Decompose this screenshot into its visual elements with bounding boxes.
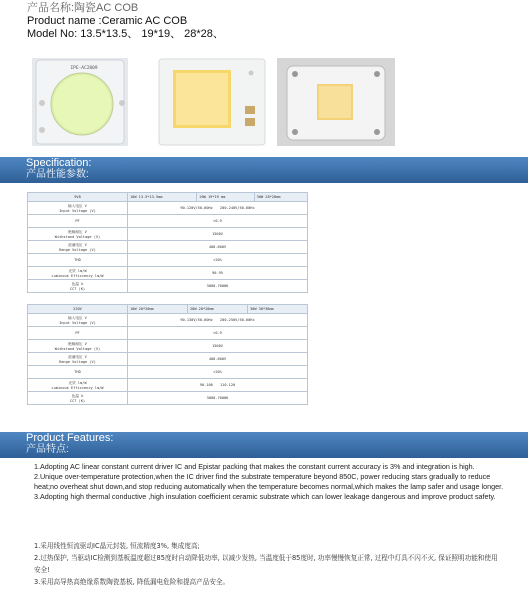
row-value: 400-600V — [128, 241, 308, 254]
specification-title-cn: 产品性能参数: — [26, 169, 89, 180]
chip-label: IPE-AC2809 — [70, 66, 98, 71]
row-value: 3000-7000K — [128, 392, 308, 405]
product-name-en: Product name :Ceramic AC COB — [27, 15, 188, 27]
row-value: 400-600V — [128, 353, 308, 366]
row-label: 光效 lm/W Luminous Efficiency lm/W — [28, 267, 128, 280]
row-label: 色温 k CCT (K) — [28, 280, 128, 293]
row-label: THD — [28, 366, 128, 379]
row-label: 输入电压 V Input Voltage (V) — [28, 314, 128, 327]
table-row — [28, 202, 308, 215]
row-label: 浪涌电压 V Range Voltage (V) — [28, 241, 128, 254]
feature-item: 1.Adopting AC linear constant current driver IC and Epistar packing that makes the constant current accuracy is 3% and integration is high. — [34, 462, 475, 471]
table-row — [28, 241, 308, 254]
row-value: 90-100 110-120 — [128, 379, 308, 392]
table-cell: 10W 13.5*13.5mm — [128, 193, 197, 202]
row-label: 输入电压 V Input Voltage (V) — [28, 202, 128, 215]
product-header — [27, 2, 224, 41]
spec-table-header — [28, 193, 308, 202]
features-title-cn: 产品特点: — [26, 444, 69, 455]
feature-item-cn: 2.过热保护, 当驱动IC检测到基板温度超过85度时自动降低功率, 以减少发热, 当温度低于85度时, 功率慢慢恢复正常, 过程中灯具不闪不灭, 保证照明功能和使用安全! — [34, 554, 498, 574]
row-value: >0.9 — [128, 215, 308, 228]
row-label: 光效 lm/W Luminous Efficiency lm/W — [28, 379, 128, 392]
feature-item-cn: 3.采用高导热高绝缘系数陶瓷基板, 降低漏电危险和提高产品安全。 — [34, 578, 230, 586]
row-value: 1500V — [128, 340, 308, 353]
specification-title-en: Specification: — [26, 157, 92, 169]
features-en-list — [34, 462, 504, 502]
spec-table-2 — [27, 304, 308, 405]
table-row — [28, 215, 308, 228]
row-value: >0.9 — [128, 327, 308, 340]
product-photos — [32, 58, 502, 146]
table-cell: 220V — [28, 305, 128, 314]
table-cell: 10W 20*20mm — [128, 305, 188, 314]
feature-item: 2.Unique over-temperature protection,when the IC driver find the substrate temperature beyond 850C, power reducing stars gradually to reduce heat;no overheat shut down,and stop reducing automatically when the temperature becomes normal,which makes the lamp safer and usage longer. — [34, 472, 504, 491]
features-title-en: Product Features: — [26, 432, 114, 444]
row-value: 90-120V/50-60Hz 200-240V/50-60Hz — [128, 202, 308, 215]
row-value: 90-95 — [128, 267, 308, 280]
table-row — [28, 280, 308, 293]
row-label: PF — [28, 215, 128, 228]
table-row — [28, 314, 308, 327]
row-label: 浪涌电压 V Range Voltage (V) — [28, 353, 128, 366]
row-value: 90-130V/50-60Hz 200-250V/50-60Hz — [128, 314, 308, 327]
square-cob-photo — [153, 58, 271, 146]
table-row — [28, 327, 308, 340]
table-row — [28, 353, 308, 366]
table-row — [28, 340, 308, 353]
features-banner — [0, 432, 528, 458]
table-cell: 30W 38*38mm — [248, 305, 308, 314]
table-row — [28, 228, 308, 241]
table-row — [28, 267, 308, 280]
row-value: <20% — [128, 366, 308, 379]
ceramic-cob-photo — [277, 58, 395, 146]
table-cell: 30W 28*28mm — [254, 193, 307, 202]
model-number: Model No: 13.5*13.5、 19*19、 28*28、 — [27, 28, 224, 40]
row-label: 色温 k CCT (K) — [28, 392, 128, 405]
product-name-cn: 产品名称:陶瓷AC COB — [27, 2, 139, 14]
row-label: THD — [28, 254, 128, 267]
row-label: 绝缘耐压 V Withstand Voltage (V) — [28, 228, 128, 241]
row-value: 3000-7000K — [128, 280, 308, 293]
feature-item-cn: 1.采用线性恒流驱动IC晶元封装, 恒流精度3%, 集成度高; — [34, 542, 200, 550]
row-value: 1500V — [128, 228, 308, 241]
specification-banner — [0, 157, 528, 183]
row-label: PF — [28, 327, 128, 340]
table-cell: 20W 28*28mm — [188, 305, 248, 314]
table-row — [28, 392, 308, 405]
table-cell: 9V8 — [28, 193, 128, 202]
spec-table-1 — [27, 192, 308, 293]
table-row — [28, 254, 308, 267]
round-cob-photo — [32, 58, 128, 146]
row-label: 绝缘耐压 V Withstand Voltage (V) — [28, 340, 128, 353]
features-cn-list — [34, 540, 504, 588]
feature-item: 3.Adopting high thermal conductive ,high insulation coefficient ceramic substrate which can lower leakage dangerous and improve product safety. — [34, 492, 496, 501]
table-row — [28, 366, 308, 379]
row-value: <20% — [128, 254, 308, 267]
table-cell: 20W 19*19 mm — [197, 193, 254, 202]
spec-table-header — [28, 305, 308, 314]
table-row — [28, 379, 308, 392]
